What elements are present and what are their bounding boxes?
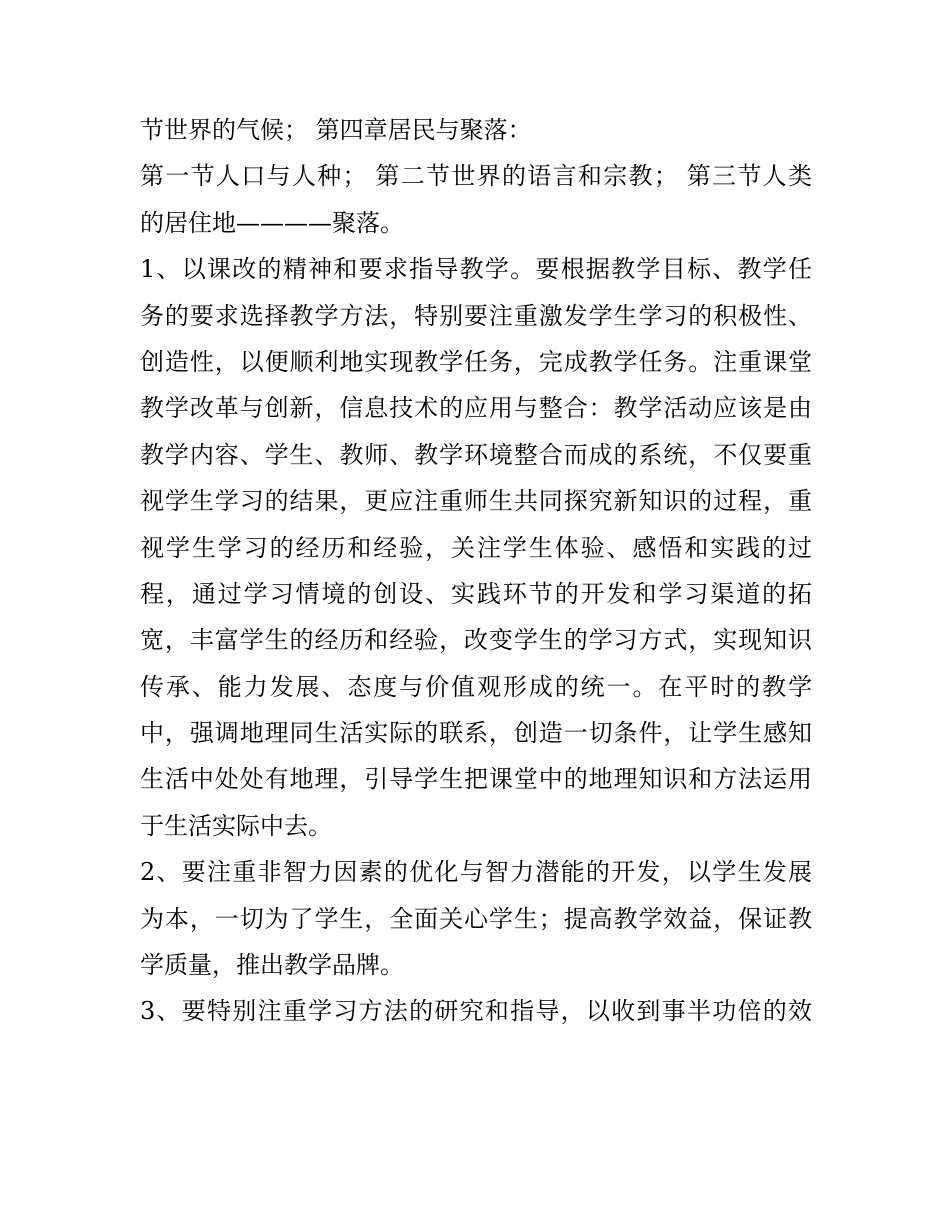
text-line-7: 教学改革与创新，信息技术的应用与整合：教学活动应该是由 [140,394,812,423]
text-line-14: 中，强调地理同生活实际的联系，创造一切条件，让学生感知 [140,719,812,748]
text-line-11: 程，通过学习情境的创设、实践环节的开发和学习渠道的拓 [140,579,812,608]
text-line-12: 宽，丰富学生的经历和经验，改变学生的学习方式，实现知识 [140,626,812,655]
text-line-13: 传承、能力发展、态度与价值观形成的统一。在平时的教学 [140,672,812,701]
text-line-9: 视学生学习的结果，更应注重师生共同探究新知识的过程，重 [140,487,812,516]
text-line-3: 的居住地————聚落。 [140,208,404,237]
text-line-19: 学质量，推出教学品牌。 [140,951,404,980]
text-line-10: 视学生学习的经历和经验，关注学生体验、感悟和实践的过 [140,533,812,562]
document-body [140,107,812,1035]
text-line-15: 生活中处处有地理，引导学生把课堂中的地理知识和方法运用 [140,765,812,794]
text-line-1: 节世界的气候； 第四章居民与聚落： [140,116,532,144]
text-line-6: 创造性，以便顺利地实现教学任务，完成教学任务。注重课堂 [140,347,812,376]
text-line-18: 为本，一切为了学生，全面关心学生；提高教学效益，保证教 [140,904,812,933]
text-line-16: 于生活实际中去。 [140,811,332,840]
text-line-20: 3、要特别注重学习方法的研究和指导，以收到事半功倍的效 [140,997,812,1026]
text-line-5: 务的要求选择教学方法，特别要注重激发学生学习的积极性、 [140,301,812,330]
text-line-2: 第一节人口与人种； 第二节世界的语言和宗教； 第三节人类 [140,162,812,191]
text-line-8: 教学内容、学生、教师、教学环境整合而成的系统，不仅要重 [140,440,812,469]
text-line-4: 1、以课改的精神和要求指导教学。要根据教学目标、教学任 [140,255,812,284]
text-line-17: 2、要注重非智力因素的优化与智力潜能的开发，以学生发展 [140,858,812,887]
